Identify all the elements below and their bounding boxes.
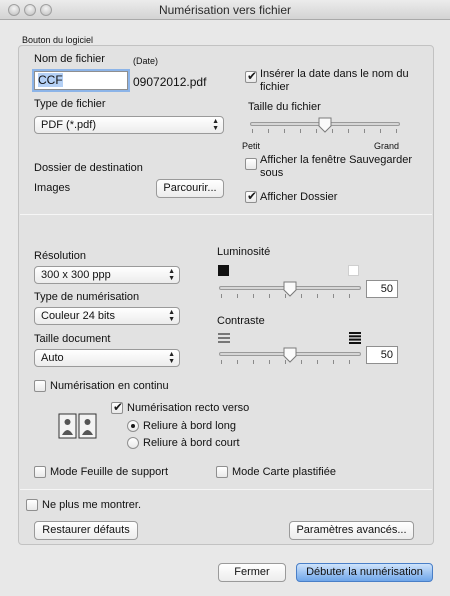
file-type-popup[interactable] <box>34 116 224 134</box>
window-title: Numérisation vers fichier <box>158 3 292 17</box>
show-save-as-label: Afficher la fenêtre Sauvegarder sous <box>260 154 413 179</box>
carrier-sheet-checkbox[interactable] <box>34 466 46 478</box>
popup-arrows-icon: ▲ ▼ <box>168 268 175 282</box>
document-size-popup[interactable] <box>34 349 180 367</box>
group-label: Bouton du logiciel <box>22 35 94 45</box>
brightness-value-field[interactable]: 50 <box>366 280 398 298</box>
show-save-as-checkbox[interactable] <box>245 158 257 170</box>
document-size-label: Taille document <box>34 333 111 345</box>
scan-type-popup[interactable] <box>34 307 180 325</box>
contrast-label: Contraste <box>217 315 265 327</box>
dont-show-checkbox[interactable] <box>26 499 38 511</box>
scan-type-label: Type de numérisation <box>34 291 140 303</box>
show-folder-checkbox[interactable] <box>245 191 257 203</box>
duplex-label: Numérisation recto verso <box>127 402 250 414</box>
popup-arrows-icon: ▲ ▼ <box>168 309 175 323</box>
resolution-value: 300 x 300 ppp <box>41 269 111 281</box>
insert-date-checkbox[interactable] <box>245 71 257 83</box>
date-tag: (Date) <box>133 56 159 66</box>
file-type-label: Type de fichier <box>34 98 106 110</box>
insert-date-label: Insérer la date dans le nom du fichier <box>260 68 409 93</box>
high-contrast-icon <box>349 332 361 344</box>
file-size-min-label: Petit <box>242 141 261 151</box>
browse-button[interactable]: Parcourir... <box>156 179 224 198</box>
carrier-sheet-label: Mode Feuille de support <box>50 466 169 478</box>
restore-defaults-button[interactable]: Restaurer défauts <box>34 521 138 540</box>
title-bar <box>0 0 450 20</box>
dont-show-label: Ne plus me montrer. <box>42 499 142 511</box>
footer-separator <box>20 489 432 490</box>
file-type-value: PDF (*.pdf) <box>41 119 97 131</box>
dark-square-icon <box>218 265 229 276</box>
file-name-value: CCF <box>38 73 63 87</box>
contrast-slider-knob[interactable] <box>283 347 297 363</box>
brightness-label: Luminosité <box>217 246 271 258</box>
long-edge-radio[interactable] <box>127 420 139 432</box>
duplex-checkbox[interactable] <box>111 402 123 414</box>
short-edge-radio[interactable] <box>127 437 139 449</box>
date-suffix: 09072012.pdf <box>133 75 207 89</box>
plastic-card-label: Mode Carte plastifiée <box>232 466 336 478</box>
show-folder-label: Afficher Dossier <box>260 191 338 203</box>
scan-type-value: Couleur 24 bits <box>41 310 115 322</box>
brightness-slider-knob[interactable] <box>283 281 297 297</box>
destination-value: Images <box>34 182 71 194</box>
file-name-label: Nom de fichier <box>34 53 105 65</box>
document-size-value: Auto <box>41 352 64 364</box>
close-button[interactable]: Fermer <box>218 563 286 582</box>
section-separator <box>20 214 432 215</box>
file-size-max-label: Grand <box>374 141 400 151</box>
advanced-settings-button[interactable]: Paramètres avancés... <box>289 521 414 540</box>
file-size-slider-knob[interactable] <box>318 117 332 133</box>
short-edge-label: Reliure à bord court <box>143 437 240 449</box>
popup-arrows-icon: ▲ ▼ <box>212 118 219 132</box>
file-name-field[interactable] <box>34 71 128 90</box>
continuous-scan-label: Numérisation en continu <box>50 380 169 392</box>
contrast-value-field[interactable]: 50 <box>366 346 398 364</box>
start-scan-button[interactable]: Débuter la numérisation <box>296 563 433 582</box>
continuous-scan-checkbox[interactable] <box>34 380 46 392</box>
file-size-label: Taille du fichier <box>248 101 321 113</box>
light-square-icon <box>348 265 359 276</box>
popup-arrows-icon: ▲ ▼ <box>168 351 175 365</box>
resolution-popup[interactable] <box>34 266 180 284</box>
low-contrast-icon <box>218 333 230 343</box>
long-edge-label: Reliure à bord long <box>143 420 236 432</box>
resolution-label: Résolution <box>34 250 86 262</box>
duplex-pages-icon <box>58 413 98 439</box>
destination-label: Dossier de destination <box>34 162 143 174</box>
plastic-card-checkbox[interactable] <box>216 466 228 478</box>
